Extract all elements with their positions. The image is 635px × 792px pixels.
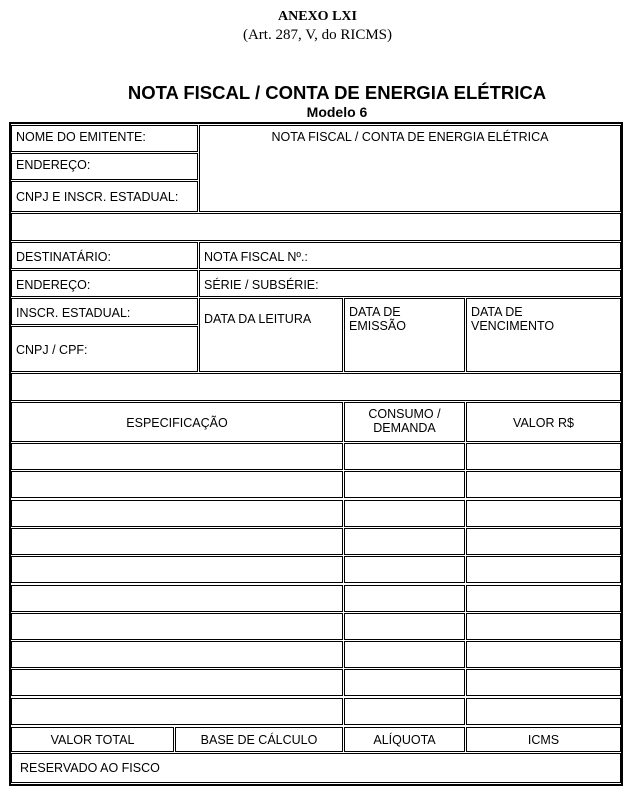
item-specification-cell <box>11 613 343 640</box>
item-value-cell <box>466 585 621 612</box>
annex-reference: (Art. 287, V, do RICMS) <box>242 27 393 43</box>
consumption-header <box>344 402 465 442</box>
document-model: Modelo 6 <box>306 104 368 120</box>
item-consumption-cell <box>344 669 465 696</box>
reserved-label: RESERVADO AO FISCO <box>20 761 160 775</box>
specification-label: ESPECIFICAÇÃO <box>126 416 228 430</box>
state-registration-field <box>11 298 198 325</box>
emitter-address-field <box>11 153 198 180</box>
item-specification-cell <box>11 585 343 612</box>
reading-date-label: DATA DA LEITURA <box>204 312 312 326</box>
due-date-field <box>466 298 621 372</box>
item-value-cell <box>466 471 621 498</box>
calc-base-label: BASE DE CÁLCULO <box>200 733 318 747</box>
recipient-field <box>11 242 198 269</box>
calc-base-cell <box>175 727 343 752</box>
value-header <box>466 402 621 442</box>
item-specification-cell <box>11 698 343 725</box>
reading-date-field <box>199 298 343 372</box>
consumption-label: CONSUMO / DEMANDA <box>368 407 441 435</box>
blank-row-1 <box>11 213 621 241</box>
item-specification-cell <box>11 471 343 498</box>
total-value-cell <box>11 727 174 752</box>
emitter-header-title: NOTA FISCAL / CONTA DE ENERGIA ELÉTRICA <box>271 130 549 144</box>
reserved-field <box>11 753 621 783</box>
blank-row-2 <box>11 373 621 401</box>
emitter-cnpj-field <box>11 181 198 212</box>
item-value-cell <box>466 500 621 527</box>
emitter-address-label: ENDEREÇO: <box>16 158 91 172</box>
icms-label: ICMS <box>527 733 560 747</box>
annex-title: ANEXO LXI <box>278 9 357 24</box>
rate-label: ALÍQUOTA <box>373 733 436 747</box>
state-registration-label: INSCR. ESTADUAL: <box>16 306 131 320</box>
specification-header <box>11 402 343 442</box>
emitter-name-label: NOME DO EMITENTE: <box>16 130 146 144</box>
series-label: SÉRIE / SUBSÉRIE: <box>204 278 319 292</box>
item-consumption-cell <box>344 585 465 612</box>
icms-cell <box>466 727 621 752</box>
item-value-cell <box>466 443 621 470</box>
item-value-cell <box>466 698 621 725</box>
recipient-label: DESTINATÁRIO: <box>16 250 111 264</box>
emitter-name-field <box>11 125 198 152</box>
item-consumption-cell <box>344 528 465 555</box>
item-value-cell <box>466 613 621 640</box>
item-specification-cell <box>11 528 343 555</box>
series-field <box>199 270 621 297</box>
recipient-address-label: ENDEREÇO: <box>16 278 91 292</box>
item-consumption-cell <box>344 500 465 527</box>
due-date-label: DATA DE VENCIMENTO <box>471 305 555 333</box>
item-consumption-cell <box>344 556 465 583</box>
invoice-number-field <box>199 242 621 269</box>
total-value-label: VALOR TOTAL <box>50 733 135 747</box>
item-consumption-cell <box>344 613 465 640</box>
document-title: NOTA FISCAL / CONTA DE ENERGIA ELÉTRICA <box>127 82 547 103</box>
item-value-cell <box>466 528 621 555</box>
item-specification-cell <box>11 669 343 696</box>
cnpj-cpf-field <box>11 326 198 372</box>
recipient-address-field <box>11 270 198 297</box>
item-consumption-cell <box>344 641 465 668</box>
cnpj-cpf-label: CNPJ / CPF: <box>16 343 88 357</box>
item-specification-cell <box>11 443 343 470</box>
emitter-header-box <box>199 125 621 212</box>
issue-date-label: DATA DE EMISSÃO <box>349 305 406 333</box>
item-consumption-cell <box>344 471 465 498</box>
item-value-cell <box>466 556 621 583</box>
invoice-number-label: NOTA FISCAL Nº.: <box>204 250 308 264</box>
item-value-cell <box>466 669 621 696</box>
issue-date-field <box>344 298 465 372</box>
item-consumption-cell <box>344 698 465 725</box>
emitter-cnpj-label: CNPJ E INSCR. ESTADUAL: <box>16 190 179 204</box>
rate-cell <box>344 727 465 752</box>
item-specification-cell <box>11 556 343 583</box>
item-consumption-cell <box>344 443 465 470</box>
value-label: VALOR R$ <box>513 416 574 430</box>
item-value-cell <box>466 641 621 668</box>
item-specification-cell <box>11 641 343 668</box>
item-specification-cell <box>11 500 343 527</box>
